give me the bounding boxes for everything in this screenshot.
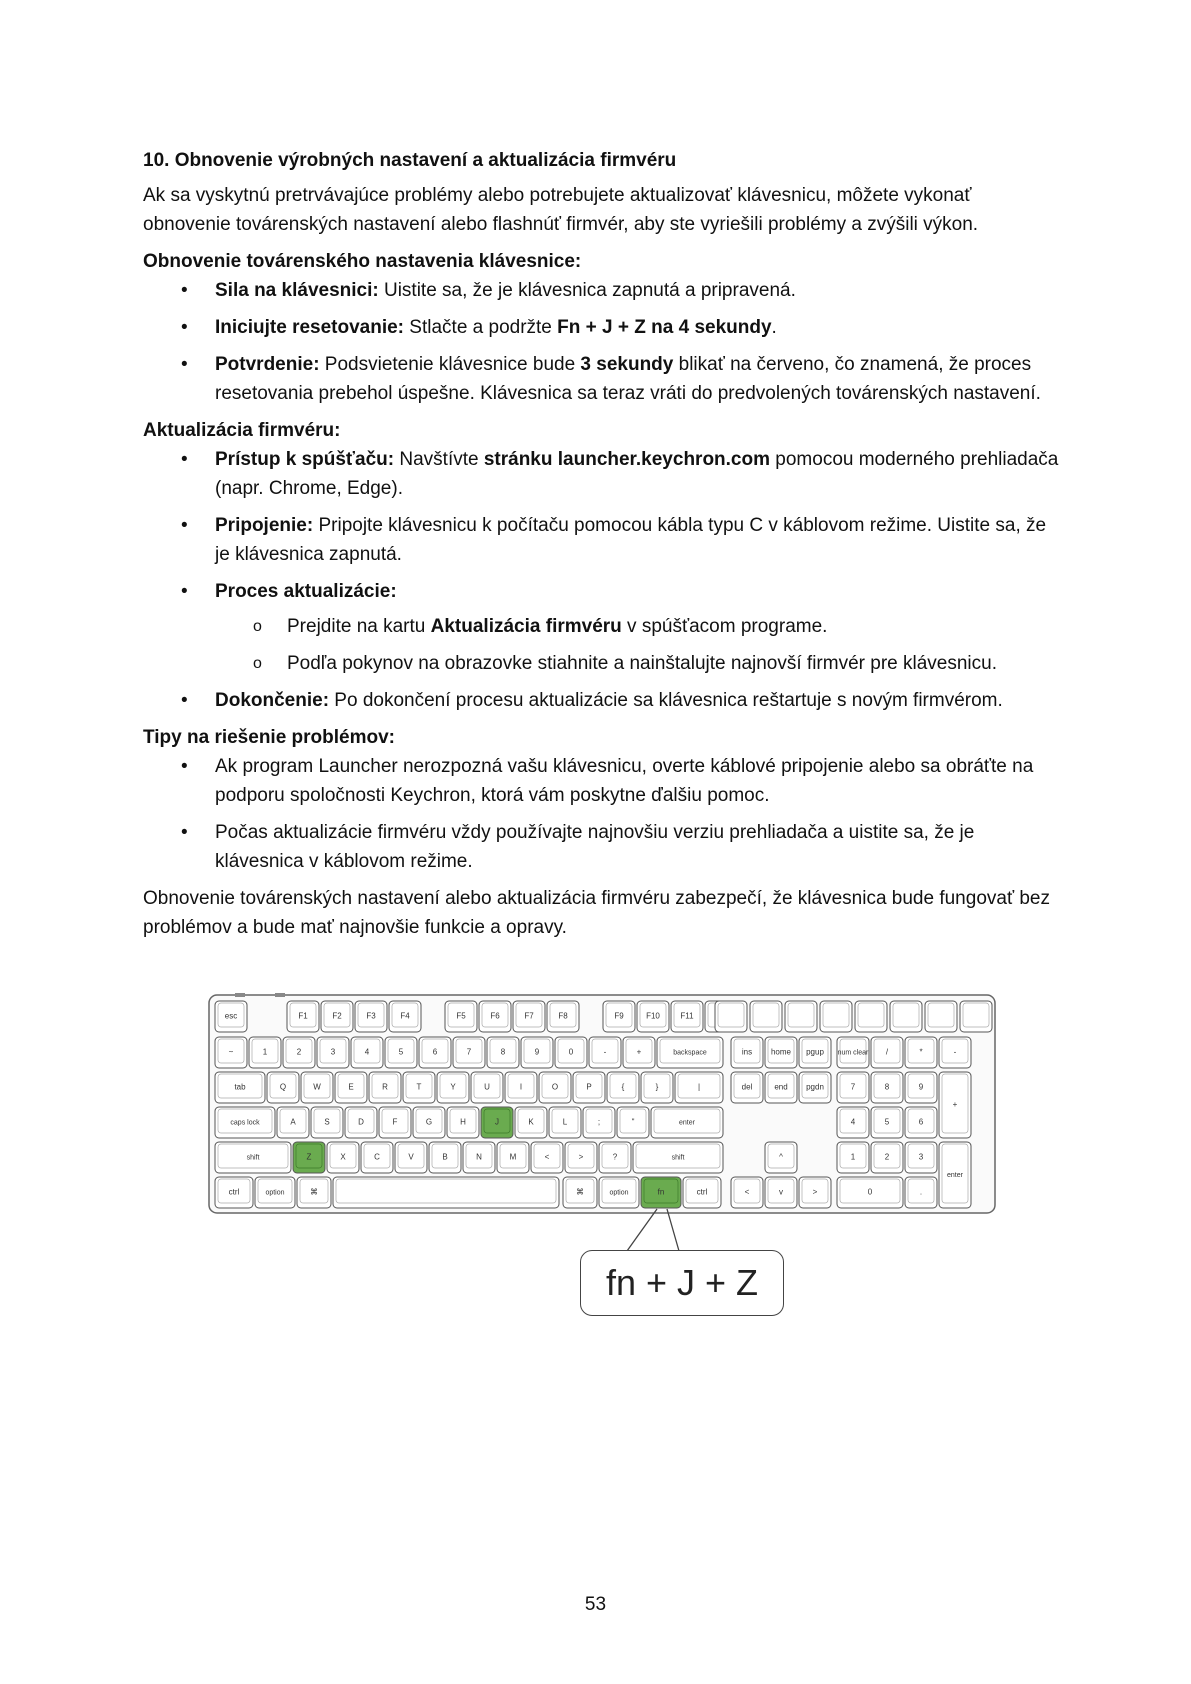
svg-text:3: 3 bbox=[330, 1047, 336, 1057]
document-body bbox=[143, 146, 1063, 942]
svg-text:?: ? bbox=[612, 1152, 618, 1162]
intro-paragraph: Ak sa vyskytnú pretrvávajúce problémy alebo potrebujete aktualizovať klávesnicu, môžete vykonať obnovenie továrenských nastavení alebo flashnúť firmvér, aby ste vyriešili problémy a zvýšili výkon. bbox=[143, 185, 979, 235]
key-f7 bbox=[513, 1001, 545, 1032]
key-7 bbox=[837, 1072, 869, 1103]
key-5 bbox=[385, 1037, 417, 1068]
svg-text:{: { bbox=[621, 1082, 625, 1092]
svg-text:fn: fn bbox=[657, 1187, 665, 1197]
function-icon-key bbox=[785, 1001, 817, 1032]
svg-text:shift: shift bbox=[671, 1154, 685, 1162]
svg-text:⌘: ⌘ bbox=[310, 1187, 318, 1197]
svg-text:pgup: pgup bbox=[806, 1047, 824, 1057]
key-- bbox=[589, 1037, 621, 1068]
key-f8 bbox=[547, 1001, 579, 1032]
key-f4 bbox=[389, 1001, 421, 1032]
svg-text:F6: F6 bbox=[490, 1011, 500, 1021]
svg-text:^: ^ bbox=[779, 1152, 783, 1162]
svg-text:9: 9 bbox=[918, 1082, 924, 1092]
svg-text:H: H bbox=[460, 1117, 466, 1127]
key-1 bbox=[249, 1037, 281, 1068]
svg-text:P: P bbox=[586, 1082, 592, 1092]
key-k bbox=[515, 1107, 547, 1138]
tips-title: Tipy na riešenie problémov: bbox=[143, 727, 396, 748]
key-- bbox=[675, 1072, 723, 1103]
key-c bbox=[361, 1142, 393, 1173]
svg-text:J: J bbox=[495, 1117, 499, 1127]
list-item: • Pripojenie: Pripojte klávesnicu k počítaču pomocou kábla typu C v káblovom režime. Uistite sa, že je klávesnica zapnutá. bbox=[143, 511, 1063, 569]
function-icon-key bbox=[715, 1001, 747, 1032]
svg-text:2: 2 bbox=[884, 1152, 890, 1162]
svg-text:8: 8 bbox=[884, 1082, 890, 1092]
svg-text:-: - bbox=[953, 1047, 957, 1057]
list-item: • Potvrdenie: Podsvietenie klávesnice bude 3 sekundy blikať na červeno, čo znamená, že proces resetovania prebehol úspešne. Klávesnica sa teraz vráti do predvolených továrenských nastavení. bbox=[143, 350, 1063, 408]
key-4 bbox=[351, 1037, 383, 1068]
svg-text:T: T bbox=[416, 1082, 422, 1092]
key-6 bbox=[419, 1037, 451, 1068]
key-0 bbox=[837, 1177, 903, 1208]
svg-text:9: 9 bbox=[534, 1047, 540, 1057]
connector-tab bbox=[275, 993, 285, 997]
svg-text:N: N bbox=[476, 1152, 482, 1162]
svg-text:A: A bbox=[290, 1117, 296, 1127]
key-- bbox=[565, 1142, 597, 1173]
svg-text:;: ; bbox=[597, 1117, 601, 1127]
svg-text:end: end bbox=[774, 1082, 788, 1092]
svg-text:G: G bbox=[425, 1117, 433, 1127]
function-icon-key bbox=[855, 1001, 887, 1032]
key-- bbox=[617, 1107, 649, 1138]
svg-text:>: > bbox=[812, 1187, 818, 1197]
svg-text:F11: F11 bbox=[680, 1011, 694, 1021]
key-esc bbox=[215, 1001, 247, 1032]
svg-text:5: 5 bbox=[884, 1117, 890, 1127]
firmware-list bbox=[143, 445, 1063, 715]
svg-text:R: R bbox=[382, 1082, 388, 1092]
svg-text:Y: Y bbox=[450, 1082, 456, 1092]
key-y bbox=[437, 1072, 469, 1103]
key-- bbox=[939, 1072, 971, 1138]
key-x bbox=[327, 1142, 359, 1173]
key-- bbox=[799, 1177, 831, 1208]
key-- bbox=[607, 1072, 639, 1103]
key-fn bbox=[641, 1177, 681, 1208]
svg-text:ctrl: ctrl bbox=[228, 1187, 240, 1197]
svg-text:*: * bbox=[919, 1047, 923, 1057]
key-- bbox=[531, 1142, 563, 1173]
svg-text:ctrl: ctrl bbox=[696, 1187, 708, 1197]
tips-list bbox=[143, 752, 1063, 876]
list-item: • Dokončenie: Po dokončení procesu aktualizácie sa klávesnica reštartuje s novým firmvérom. bbox=[143, 686, 1063, 715]
key-pgup bbox=[799, 1037, 831, 1068]
svg-text:option: option bbox=[609, 1189, 629, 1197]
function-icon-key bbox=[960, 1001, 992, 1032]
svg-text:F: F bbox=[392, 1117, 398, 1127]
key-- bbox=[905, 1177, 937, 1208]
reset-list bbox=[143, 276, 1063, 408]
svg-text:M: M bbox=[509, 1152, 517, 1162]
key-h bbox=[447, 1107, 479, 1138]
function-icon-key bbox=[750, 1001, 782, 1032]
svg-text:5: 5 bbox=[398, 1047, 404, 1057]
key-- bbox=[939, 1037, 971, 1068]
page-number: 53 bbox=[584, 1594, 607, 1615]
list-item: • Prístup k spúšťaču: Navštívte stránku launcher.keychron.com pomocou moderného prehliadača (napr. Chrome, Edge). bbox=[143, 445, 1063, 503]
svg-text:U: U bbox=[484, 1082, 490, 1092]
key-a bbox=[277, 1107, 309, 1138]
svg-text:E: E bbox=[348, 1082, 354, 1092]
svg-text:enter: enter bbox=[947, 1172, 963, 1179]
svg-text:B: B bbox=[442, 1152, 448, 1162]
key-p bbox=[573, 1072, 605, 1103]
key-ctrl bbox=[683, 1177, 721, 1208]
key-- bbox=[641, 1072, 673, 1103]
list-item: • Ak program Launcher nerozpozná vašu klávesnicu, overte káblové pripojenie alebo sa obráťte na podporu spoločnosti Keychron, ktorá vám poskytne ďalšiu pomoc. bbox=[143, 752, 1063, 810]
key-j bbox=[481, 1107, 513, 1138]
key-ins bbox=[731, 1037, 763, 1068]
key-f9 bbox=[603, 1001, 635, 1032]
function-icon-key bbox=[820, 1001, 852, 1032]
svg-text:option: option bbox=[265, 1189, 285, 1197]
svg-text:del: del bbox=[741, 1082, 753, 1092]
svg-text:3: 3 bbox=[918, 1152, 924, 1162]
function-icon-key bbox=[890, 1001, 922, 1032]
key-r bbox=[369, 1072, 401, 1103]
key-b bbox=[429, 1142, 461, 1173]
key-- bbox=[905, 1037, 937, 1068]
key-m bbox=[497, 1142, 529, 1173]
callout-pointer bbox=[627, 1209, 657, 1251]
svg-text:caps lock: caps lock bbox=[230, 1119, 260, 1127]
key-z bbox=[293, 1142, 325, 1173]
svg-text:X: X bbox=[340, 1152, 346, 1162]
svg-text:F4: F4 bbox=[400, 1011, 410, 1021]
svg-text:D: D bbox=[358, 1117, 364, 1127]
key-- bbox=[215, 1037, 247, 1068]
svg-text:4: 4 bbox=[850, 1117, 856, 1127]
svg-text:F9: F9 bbox=[614, 1011, 624, 1021]
svg-text:>: > bbox=[578, 1152, 584, 1162]
svg-text:num clear: num clear bbox=[837, 1049, 869, 1057]
svg-text:shift: shift bbox=[246, 1154, 260, 1162]
svg-text:7: 7 bbox=[466, 1047, 472, 1057]
svg-text:<: < bbox=[544, 1152, 550, 1162]
key-4 bbox=[837, 1107, 869, 1138]
key-f1 bbox=[287, 1001, 319, 1032]
key-v bbox=[765, 1177, 797, 1208]
key-- bbox=[599, 1142, 631, 1173]
key-t bbox=[403, 1072, 435, 1103]
key-l bbox=[549, 1107, 581, 1138]
svg-text:C: C bbox=[374, 1152, 380, 1162]
svg-text:7: 7 bbox=[850, 1082, 856, 1092]
svg-text:I: I bbox=[519, 1082, 523, 1092]
svg-text:V: V bbox=[408, 1152, 414, 1162]
key-option bbox=[599, 1177, 639, 1208]
svg-text:": " bbox=[631, 1117, 635, 1127]
svg-text:6: 6 bbox=[432, 1047, 438, 1057]
key-s bbox=[311, 1107, 343, 1138]
key-shift bbox=[633, 1142, 723, 1173]
closing-paragraph: Obnovenie továrenských nastavení alebo aktualizácia firmvéru zabezpečí, že klávesnica bude fungovať bez problémov a bude mať najnovšie funkcie a opravy. bbox=[143, 888, 1050, 938]
callout-pointer bbox=[667, 1209, 679, 1251]
key-u bbox=[471, 1072, 503, 1103]
key-0 bbox=[555, 1037, 587, 1068]
svg-text:F7: F7 bbox=[524, 1011, 534, 1021]
svg-text:F5: F5 bbox=[456, 1011, 466, 1021]
key-5 bbox=[871, 1107, 903, 1138]
svg-text:F1: F1 bbox=[298, 1011, 308, 1021]
key-f6 bbox=[479, 1001, 511, 1032]
svg-text:1: 1 bbox=[850, 1152, 856, 1162]
key-- bbox=[563, 1177, 597, 1208]
svg-text:F2: F2 bbox=[332, 1011, 342, 1021]
svg-text:|: | bbox=[697, 1082, 701, 1092]
key-f5 bbox=[445, 1001, 477, 1032]
key-end bbox=[765, 1072, 797, 1103]
list-item: • Iniciujte resetovanie: Stlačte a podržte Fn + J + Z na 4 sekundy. bbox=[143, 313, 1063, 342]
key-ctrl bbox=[215, 1177, 253, 1208]
svg-text:esc: esc bbox=[224, 1011, 238, 1021]
key-9 bbox=[905, 1072, 937, 1103]
svg-text:F10: F10 bbox=[646, 1011, 660, 1021]
svg-text:L: L bbox=[562, 1117, 568, 1127]
svg-text:/: / bbox=[885, 1047, 889, 1057]
list-item: • Počas aktualizácie firmvéru vždy používajte najnovšiu verziu prehliadača a uistite sa, že je klávesnica v káblovom režime. bbox=[143, 818, 1063, 876]
svg-text:0: 0 bbox=[867, 1187, 873, 1197]
svg-text:0: 0 bbox=[568, 1047, 574, 1057]
key-q bbox=[267, 1072, 299, 1103]
sub-list-item: o Podľa pokynov na obrazovke stiahnite a nainštalujte najnovší firmvér pre klávesnicu. bbox=[215, 649, 1063, 678]
svg-text:-: - bbox=[603, 1047, 607, 1057]
key-8 bbox=[487, 1037, 519, 1068]
connector-tab bbox=[235, 993, 245, 997]
svg-text:+: + bbox=[952, 1100, 958, 1109]
key-- bbox=[871, 1037, 903, 1068]
shortcut-callout: fn + J + Z bbox=[580, 1250, 784, 1316]
key-f10 bbox=[637, 1001, 669, 1032]
key-6 bbox=[905, 1107, 937, 1138]
firmware-title: Aktualizácia firmvéru: bbox=[143, 420, 341, 441]
key-enter bbox=[939, 1142, 971, 1208]
key-- bbox=[765, 1142, 797, 1173]
svg-text:home: home bbox=[770, 1047, 792, 1057]
svg-text:S: S bbox=[324, 1117, 330, 1127]
svg-text:1: 1 bbox=[262, 1047, 268, 1057]
svg-text:backspace: backspace bbox=[673, 1049, 707, 1057]
key-o bbox=[539, 1072, 571, 1103]
sub-list-item: o Prejdite na kartu Aktualizácia firmvéru v spúšťacom programe. bbox=[215, 612, 1063, 641]
key-caps-lock bbox=[215, 1107, 275, 1138]
key-g bbox=[413, 1107, 445, 1138]
key-f2 bbox=[321, 1001, 353, 1032]
svg-text:4: 4 bbox=[364, 1047, 370, 1057]
section-heading: 10. Obnovenie výrobných nastavení a aktualizácia firmvéru bbox=[143, 150, 677, 171]
key-2 bbox=[871, 1142, 903, 1173]
key-3 bbox=[317, 1037, 349, 1068]
key-enter bbox=[651, 1107, 723, 1138]
key-w bbox=[301, 1072, 333, 1103]
svg-text:O: O bbox=[551, 1082, 559, 1092]
list-item: • Sila na klávesnici: Uistite sa, že je klávesnica zapnutá a pripravená. bbox=[143, 276, 1063, 305]
key-1 bbox=[837, 1142, 869, 1173]
svg-text:tab: tab bbox=[234, 1082, 246, 1092]
svg-text:K: K bbox=[528, 1117, 534, 1127]
key-- bbox=[623, 1037, 655, 1068]
svg-text:8: 8 bbox=[500, 1047, 506, 1057]
key-f11 bbox=[671, 1001, 703, 1032]
svg-text:}: } bbox=[655, 1082, 659, 1092]
svg-text:⌘: ⌘ bbox=[576, 1187, 584, 1197]
key-del bbox=[731, 1072, 763, 1103]
key-v bbox=[395, 1142, 427, 1173]
reset-title: Obnovenie továrenského nastavenia klávesnice: bbox=[143, 251, 582, 272]
key-tab bbox=[215, 1072, 265, 1103]
key-- bbox=[731, 1177, 763, 1208]
svg-text:<: < bbox=[744, 1187, 750, 1197]
svg-text:v: v bbox=[779, 1187, 783, 1197]
svg-text:+: + bbox=[636, 1047, 642, 1057]
function-icon-key bbox=[925, 1001, 957, 1032]
key-9 bbox=[521, 1037, 553, 1068]
key-backspace bbox=[657, 1037, 723, 1068]
key-8 bbox=[871, 1072, 903, 1103]
key-option bbox=[255, 1177, 295, 1208]
key-home bbox=[765, 1037, 797, 1068]
key-f3 bbox=[355, 1001, 387, 1032]
key-- bbox=[583, 1107, 615, 1138]
key-n bbox=[463, 1142, 495, 1173]
svg-text:2: 2 bbox=[296, 1047, 302, 1057]
svg-text:.: . bbox=[919, 1187, 923, 1197]
svg-text:Z: Z bbox=[306, 1152, 312, 1162]
svg-text:enter: enter bbox=[679, 1119, 695, 1127]
key-3 bbox=[905, 1142, 937, 1173]
key-2 bbox=[283, 1037, 315, 1068]
svg-text:W: W bbox=[313, 1082, 321, 1092]
key-f bbox=[379, 1107, 411, 1138]
key-7 bbox=[453, 1037, 485, 1068]
key-pgdn bbox=[799, 1072, 831, 1103]
svg-text:ins: ins bbox=[741, 1047, 753, 1057]
key-i bbox=[505, 1072, 537, 1103]
svg-text:F3: F3 bbox=[366, 1011, 376, 1021]
key-num-clear bbox=[837, 1037, 869, 1068]
update-steps bbox=[215, 612, 1063, 678]
key-e bbox=[335, 1072, 367, 1103]
svg-text:F8: F8 bbox=[558, 1011, 568, 1021]
key-shift bbox=[215, 1142, 291, 1173]
svg-text:Q: Q bbox=[279, 1082, 287, 1092]
svg-text:pgdn: pgdn bbox=[806, 1082, 824, 1092]
svg-text:6: 6 bbox=[918, 1117, 924, 1127]
key-d bbox=[345, 1107, 377, 1138]
list-item: • Proces aktualizácie: o Prejdite na kartu Aktualizácia firmvéru v spúšťacom programe. o Podľa pokynov na obrazovke stiahnite a nainštalujte najnovší firmvér pre klávesnicu. bbox=[143, 577, 1063, 678]
key-- bbox=[297, 1177, 331, 1208]
svg-text:~: ~ bbox=[228, 1047, 234, 1057]
